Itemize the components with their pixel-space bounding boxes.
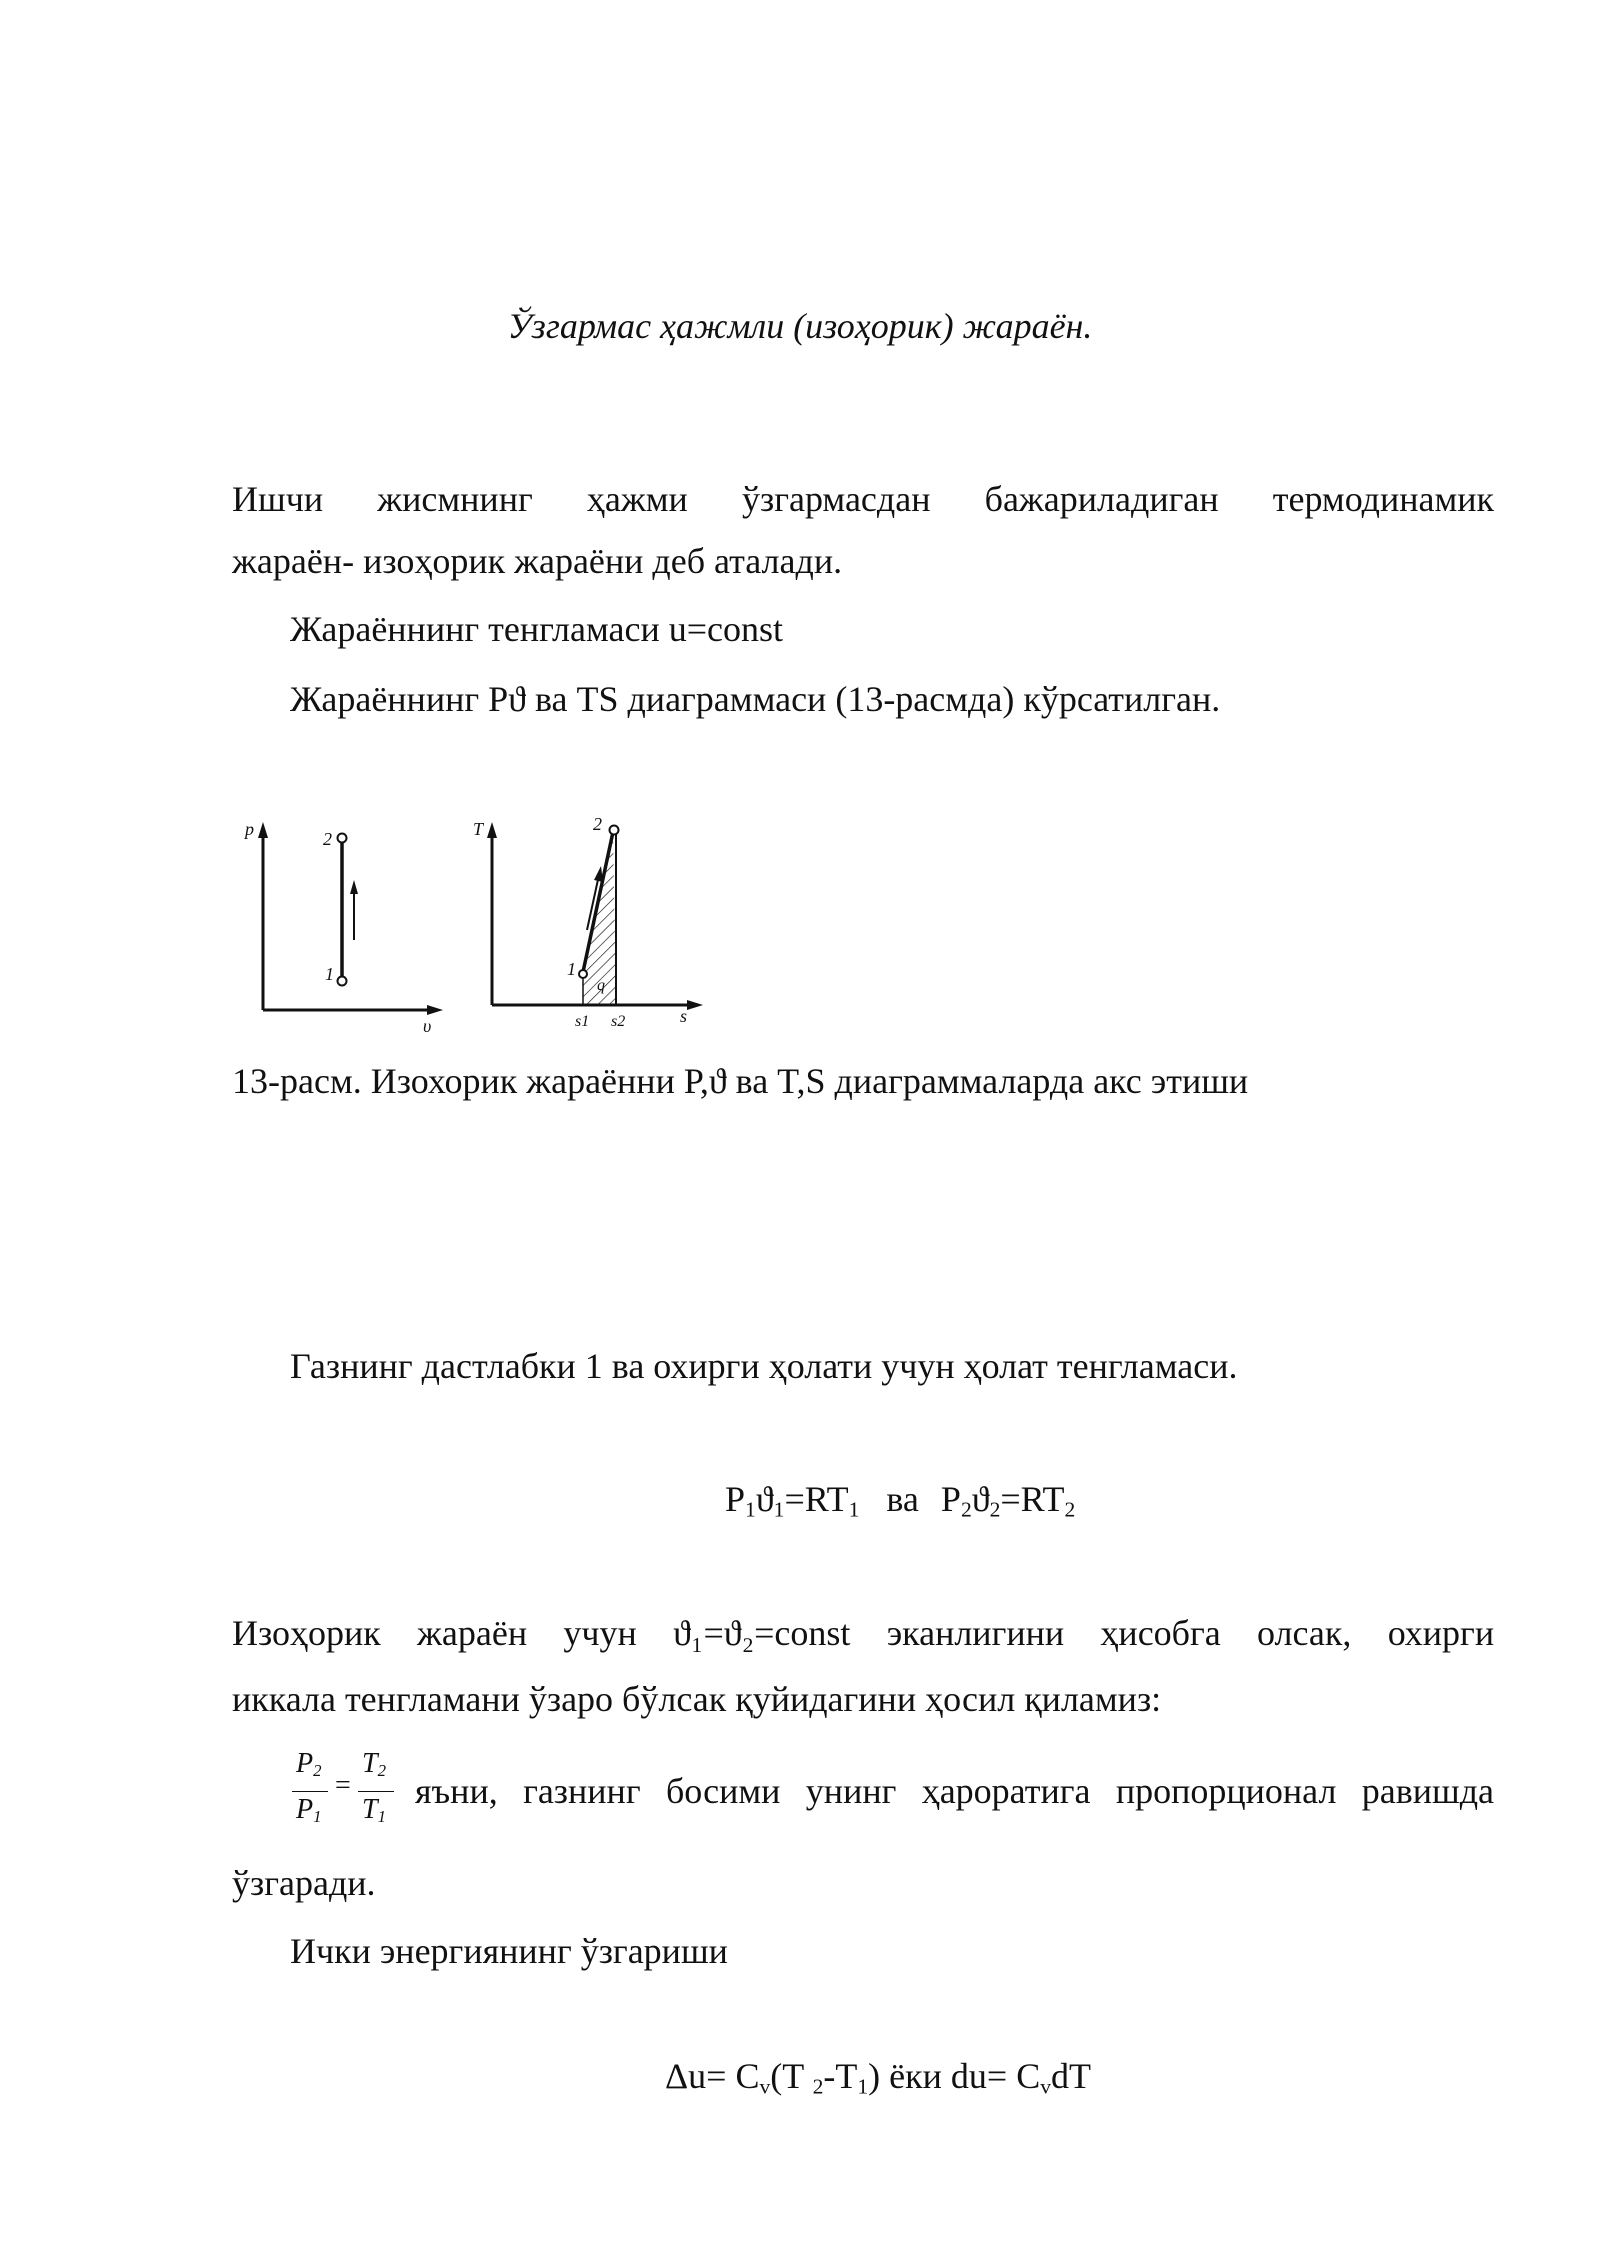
en-d: ) ёки du= C (868, 2056, 1041, 2096)
frac-equals: = (335, 1770, 351, 1801)
frac-bar (358, 1791, 394, 1792)
state-equation (725, 1478, 1075, 1522)
ts-heat-label: q (597, 977, 605, 994)
ts-x-arrow (687, 1000, 703, 1010)
word: яъни, (415, 1771, 498, 1811)
en-sub: 1 (857, 2074, 869, 2099)
isochoric-line-1 (232, 1612, 1494, 1654)
ts-diagram (473, 814, 703, 1030)
word: пропорционал (1115, 1771, 1337, 1811)
eq-v1: ϑ (755, 1479, 774, 1519)
word: учун (563, 1613, 637, 1653)
state-line: Газнинг дастлабки 1 ва охирги ҳолати учун ҳолат тенгламаси. (290, 1346, 1238, 1386)
eq-sub: 1 (773, 1497, 785, 1522)
internal-energy-line: Ички энергиянинг ўзгариши (290, 1931, 728, 1971)
figure-caption: 13-расм. Изохорик жараённи P,ϑ ва T,S диаграммаларда акс этиши (232, 1061, 1249, 1101)
eq-rt1: =RT (784, 1479, 849, 1519)
page-title: Ўзгармас ҳажмли (изоҳорик) жараён. (507, 306, 1093, 346)
frac-t-num: $T_2$ (362, 1748, 386, 1781)
en-b: (T (770, 2056, 813, 2096)
frac-t-den: $T_1$ (362, 1794, 386, 1827)
word: ϑ₁=ϑ₂=const (673, 1613, 851, 1653)
energy-equation (665, 2055, 1091, 2099)
word: ҳажми (586, 479, 688, 519)
ts-y-arrow (487, 822, 497, 838)
word: босими (665, 1771, 781, 1811)
ts-point-2-label: 2 (593, 814, 602, 834)
word: термодинамик (1272, 479, 1495, 519)
s2-label: s2 (611, 1013, 626, 1030)
paragraph-1-line-1 (232, 478, 1494, 520)
word: охирги (1387, 1613, 1495, 1653)
word: жараён (417, 1613, 528, 1653)
eq-p1: P (725, 1479, 746, 1519)
equation-line: Жараённинг тенгламаси u=const (290, 609, 784, 649)
pv-diagram (243, 819, 443, 1036)
process-arrowhead (350, 880, 358, 894)
paragraph-1-line-2: жараён- изоҳорик жараёни деб аталади. (232, 541, 843, 581)
eq-sub: 2 (960, 1497, 972, 1522)
frac-p-den: $P_1$ (296, 1794, 322, 1827)
proportion-line-1 (415, 1770, 1494, 1812)
ts-point-2 (610, 826, 619, 835)
en-sub: 2 (812, 2074, 824, 2099)
eq-p2: P (940, 1479, 961, 1519)
word: жисмнинг (377, 479, 533, 519)
pressure-temperature-ratio (290, 1748, 400, 1838)
en-a: Δu= C (665, 2056, 760, 2096)
word: равишда (1361, 1771, 1495, 1811)
en-e: dT (1051, 2056, 1092, 2096)
pv-y-arrow (258, 822, 268, 838)
diagram-line: Жараённинг Pϑ ва TS диаграммаси (13-расмда) кўрсатилган. (290, 679, 1221, 719)
eq-sub: 1 (745, 1497, 756, 1522)
ts-point-1 (579, 970, 587, 978)
s1-label: s1 (575, 1013, 590, 1030)
eq-va: ва (886, 1479, 919, 1519)
pv-point-2-label: 2 (323, 829, 332, 849)
ts-process-arrowhead (594, 866, 603, 882)
figure-13 (225, 800, 735, 1050)
pv-y-label: p (245, 819, 254, 839)
word: ҳисобга (1100, 1613, 1221, 1653)
frac-bar (292, 1791, 328, 1792)
pv-x-label: υ (423, 1016, 432, 1036)
eq-sub: 2 (1064, 1497, 1076, 1522)
word: ҳароратига (921, 1771, 1091, 1811)
word: газнинг (523, 1771, 641, 1811)
word: Ишчи (232, 479, 324, 519)
word: ўзгармасдан (741, 479, 931, 519)
eq-sub: 2 (989, 1497, 1001, 1522)
pv-x-arrow (427, 1005, 443, 1015)
ts-y-label: T (473, 819, 484, 839)
word: бажариладиган (984, 479, 1219, 519)
point-2 (338, 834, 347, 843)
isochoric-line-2: иккала тенгламани ўзаро бўлсак қуйидагини ҳосил қиламиз: (232, 1679, 1162, 1719)
eq-rt2: =RT (1000, 1479, 1065, 1519)
ts-x-label: s (680, 1006, 688, 1026)
word: олсак, (1257, 1613, 1352, 1653)
word: эканлигини (886, 1613, 1065, 1653)
en-c: -T (823, 2056, 858, 2096)
ts-point-1-label: 1 (567, 959, 576, 979)
proportion-line-2: ўзгаради. (232, 1863, 376, 1903)
en-sub: v (1040, 2074, 1052, 2099)
frac-p-num: $P_2$ (296, 1748, 322, 1781)
pv-point-1-label: 1 (325, 964, 334, 984)
en-sub: v (759, 2074, 771, 2099)
eq-v2: ϑ (971, 1479, 990, 1519)
point-1 (338, 977, 347, 986)
word: унинг (805, 1771, 897, 1811)
word: Изоҳорик (232, 1613, 381, 1653)
eq-sub: 1 (848, 1497, 860, 1522)
